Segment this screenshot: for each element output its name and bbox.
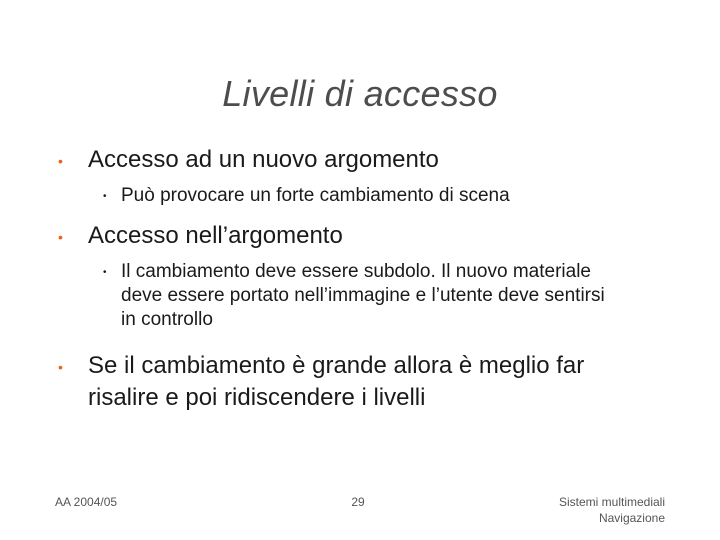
- bullet-text: Se il cambiamento è grande allora è meglio far risalire e poi ridiscendere i livelli: [88, 352, 585, 411]
- bullet-text: Accesso ad un nuovo argomento: [88, 146, 439, 173]
- sub-bullet-item: [103, 260, 623, 332]
- bullet-item: [58, 350, 648, 414]
- bullet-item: [58, 144, 658, 176]
- sub-bullet-marker: •: [103, 267, 107, 278]
- sub-bullet-item: [103, 184, 643, 208]
- bullet-text: Accesso nell’argomento: [88, 222, 343, 249]
- footer-section-name: Navigazione: [598, 511, 665, 525]
- slide-title-text: Livelli di accesso: [222, 73, 498, 114]
- sub-bullet-text: Può provocare un forte cambiamento di scena: [121, 185, 510, 206]
- footer-course-name: Sistemi multimediali: [558, 495, 665, 509]
- bullet-marker: •: [58, 359, 63, 375]
- sub-bullet-text: Il cambiamento deve essere subdolo. Il nuovo materiale deve essere portato nell’immagine e l’utente deve sentirsi in controllo: [121, 261, 605, 330]
- footer-course-year: AA 2004/05: [55, 495, 118, 509]
- sub-bullet-marker: •: [103, 191, 107, 202]
- bullet-item: [58, 220, 658, 252]
- bullet-marker: •: [58, 153, 63, 169]
- bullet-marker: •: [58, 229, 63, 245]
- slide-title: [0, 70, 720, 118]
- footer-course-title: [559, 494, 665, 526]
- footer-page-number: 29: [351, 495, 365, 509]
